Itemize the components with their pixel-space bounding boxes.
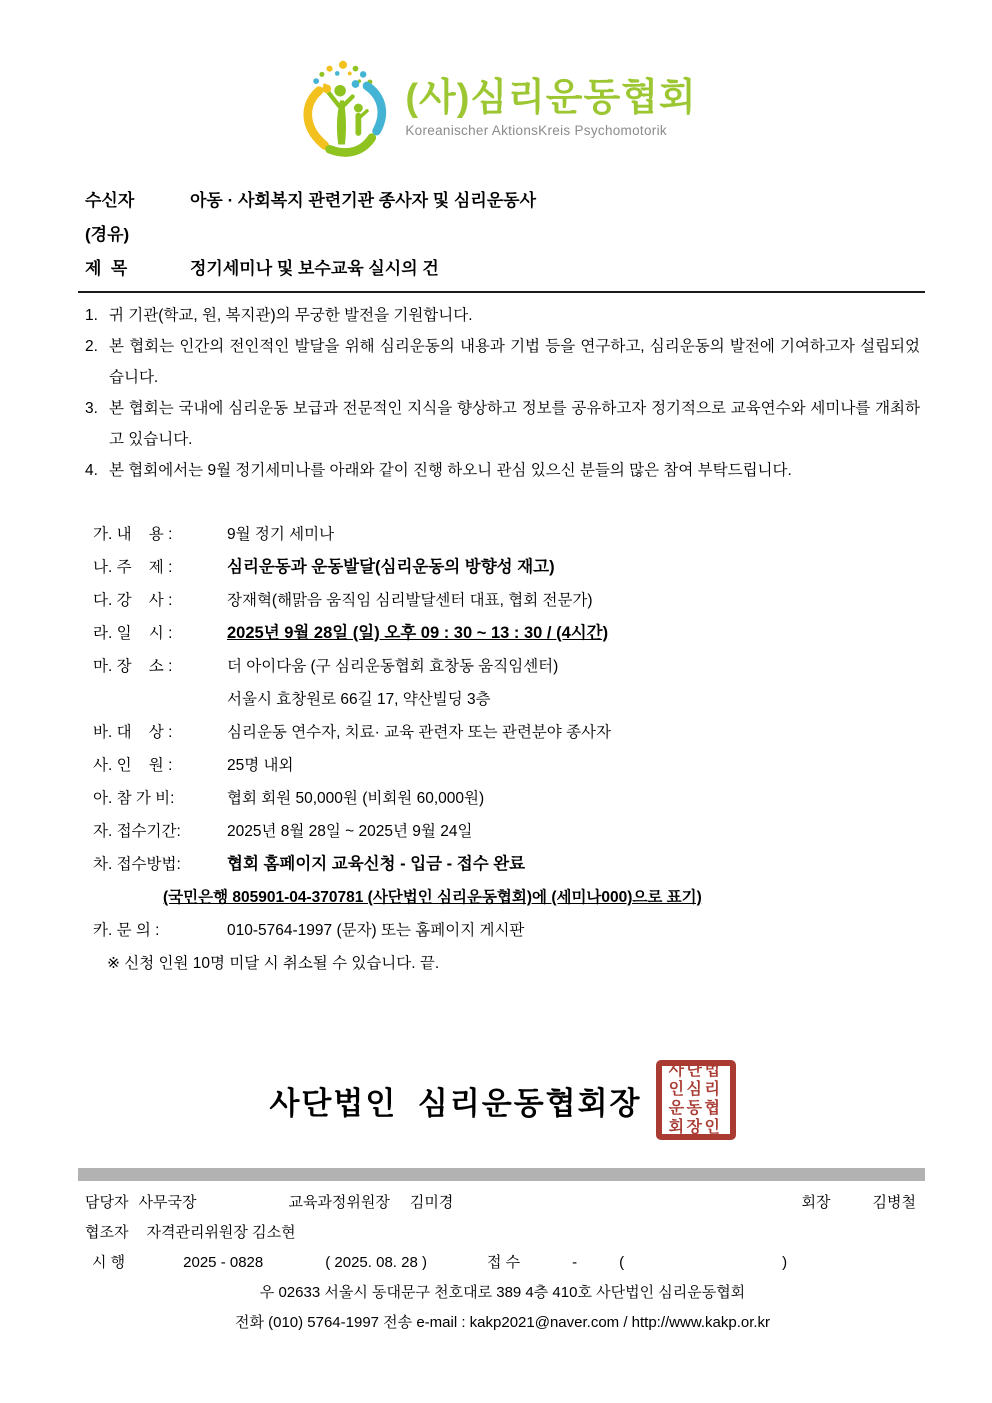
footer-contact: 전화 (010) 5764-1997 전송 e-mail : kakp2021@naver.com / http://www.kakp.or.kr xyxy=(234,1314,771,1331)
detail-row-topic xyxy=(85,551,920,584)
committee-value: 김미경 xyxy=(409,1194,454,1211)
detail-value: 010-5764-1997 (문자) 또는 홈페이지 게시판 xyxy=(227,922,525,939)
committee-label: 교육과정위원장 xyxy=(288,1194,390,1211)
paragraph-number: 1. xyxy=(85,307,98,324)
detail-row-lecturer xyxy=(85,584,920,617)
footer-divider-bar xyxy=(78,1168,925,1181)
signature-block xyxy=(85,1052,920,1148)
footer-dispatch-row xyxy=(85,1248,920,1278)
paragraph-number: 2. xyxy=(85,338,98,355)
detail-row-venue xyxy=(85,650,920,716)
detail-row-inquiry xyxy=(85,914,920,947)
subject-label: 제 목 xyxy=(85,259,128,278)
receipt-paren-close: ) xyxy=(782,1254,788,1271)
body-paragraphs xyxy=(85,300,920,486)
document-header xyxy=(85,184,920,286)
detail-value: 장재혁(해맑음 움직임 심리발달센터 대표, 협회 전문가) xyxy=(227,592,593,609)
detail-value: 협회 회원 50,000원 (비회원 60,000원) xyxy=(227,790,485,807)
paragraph-4 xyxy=(85,455,920,486)
venue-line-2: 서울시 효창원로 66길 17, 약산빌딩 3층 xyxy=(227,691,491,708)
org-subtitle: Koreanischer AktionsKreis Psychomotorik xyxy=(405,122,667,138)
detail-value: 25명 내외 xyxy=(227,757,294,774)
detail-value: 2025년 8월 28일 ~ 2025년 9월 24일 xyxy=(227,823,473,840)
detail-label: 나. 주 제 : xyxy=(93,559,173,576)
bank-account-line: (국민은행 805901-04-370781 (사단법인 심리운동협회)에 (세미나000)으로 표기) xyxy=(163,889,702,906)
signature-title: 사단법인 심리운동협회장 xyxy=(269,1085,642,1121)
detail-value: 9월 정기 세미나 xyxy=(227,526,335,543)
detail-value xyxy=(227,650,920,716)
detail-value: 심리운동과 운동발달(심리운동의 방향성 재고) xyxy=(227,558,555,576)
receipt-paren-open: ( xyxy=(619,1254,625,1271)
paragraph-text: 본 협회는 국내에 심리운동 보급과 전문적인 지식을 향상하고 정보를 공유하고자 정기적으로 교육연수와 세미나를 개최하고 있습니다. xyxy=(109,400,920,448)
president-label: 회장 xyxy=(801,1194,831,1211)
paragraph-number: 3. xyxy=(85,400,98,417)
detail-label: 가. 내 용 : xyxy=(93,526,173,543)
president-value: 김병철 xyxy=(872,1194,916,1211)
detail-row-period xyxy=(85,815,920,848)
manager-value: 사무국장 xyxy=(138,1194,197,1211)
detail-row-audience xyxy=(85,716,920,749)
org-logo xyxy=(0,58,992,158)
paragraph-2 xyxy=(85,331,920,393)
paragraph-text: 본 협회에서는 9월 정기세미나를 아래와 같이 진행 하오니 관심 있으신 분들의 많은 참여 부탁드립니다. xyxy=(109,462,792,479)
detail-label: 자. 접수기간: xyxy=(93,823,181,840)
detail-label: 바. 대 상 : xyxy=(93,724,173,741)
receipt-value: - xyxy=(572,1254,578,1271)
header-divider xyxy=(78,291,925,293)
footer-cooperator-row xyxy=(85,1218,920,1248)
document-footer xyxy=(85,1188,920,1338)
cooperator-value: 자격관리위원장 김소현 xyxy=(146,1224,296,1241)
detail-label: 라. 일 시 : xyxy=(93,625,173,642)
detail-label: 아. 참 가 비: xyxy=(93,790,175,807)
detail-value: 협회 홈페이지 교육신청 - 입금 - 접수 완료 xyxy=(227,855,526,873)
detail-row-content xyxy=(85,518,920,551)
via-row xyxy=(85,218,920,252)
dispatch-doc-no: 2025 - 0828 xyxy=(183,1254,264,1271)
recipient-row xyxy=(85,184,920,218)
paragraph-text: 귀 기관(학교, 원, 복지관)의 무궁한 발전을 기원합니다. xyxy=(109,307,473,324)
seal-text: 사단법인심리운동협회장인 xyxy=(668,1062,723,1136)
footer-staff-row xyxy=(85,1188,920,1218)
subject-value: 정기세미나 및 보수교육 실시의 건 xyxy=(190,259,439,278)
detail-label: 차. 접수방법: xyxy=(93,856,181,873)
dispatch-date: ( 2025. 08. 28 ) xyxy=(325,1254,427,1271)
cancellation-note: ※ 신청 인원 10명 미달 시 취소될 수 있습니다. 끝. xyxy=(107,955,440,972)
paragraph-number: 4. xyxy=(85,462,98,479)
detail-value: 심리운동 연수자, 치료· 교육 관련자 또는 관련분야 종사자 xyxy=(227,724,611,741)
detail-label: 카. 문 의 : xyxy=(93,922,160,939)
detail-row-datetime xyxy=(85,617,920,650)
manager-label: 담당자 xyxy=(85,1194,129,1211)
detail-label: 다. 강 사 : xyxy=(93,592,173,609)
org-logo-mark-icon xyxy=(295,58,391,158)
paragraph-3 xyxy=(85,393,920,455)
org-logo-text xyxy=(405,78,696,138)
via-label: (경유) xyxy=(85,225,130,244)
detail-row-capacity xyxy=(85,749,920,782)
detail-row-method xyxy=(85,848,920,881)
paragraph-1 xyxy=(85,300,920,331)
paragraph-text: 본 협회는 인간의 전인적인 발달을 위해 심리운동의 내용과 기법 등을 연구하고, 심리운동의 발전에 기여하고자 설립되었습니다. xyxy=(109,338,920,386)
official-seal-stamp-icon xyxy=(656,1060,736,1140)
recipient-value: 아동 · 사회복지 관련기관 종사자 및 심리운동사 xyxy=(190,191,537,210)
org-name: (사)심리운동협회 xyxy=(405,77,697,120)
detail-label: 사. 인 원 : xyxy=(93,757,173,774)
dispatch-label: 시 행 xyxy=(92,1254,126,1271)
recipient-label: 수신자 xyxy=(85,191,135,210)
venue-line-1: 더 아이다움 (구 심리운동협회 효창동 움직임센터) xyxy=(227,658,559,675)
receipt-label: 접 수 xyxy=(486,1254,521,1271)
detail-label: 마. 장 소 : xyxy=(93,658,173,675)
detail-value: 2025년 9월 28일 (일) 오후 09 : 30 ~ 13 : 30 / (4시간) xyxy=(227,624,609,642)
cooperator-label: 협조자 xyxy=(85,1224,129,1241)
seminar-details xyxy=(85,518,920,980)
detail-row-fee xyxy=(85,782,920,815)
subject-row xyxy=(85,252,920,286)
footer-address: 우 02633 서울시 동대문구 천호대로 389 4층 410호 사단법인 심리운동협회 xyxy=(259,1284,746,1301)
